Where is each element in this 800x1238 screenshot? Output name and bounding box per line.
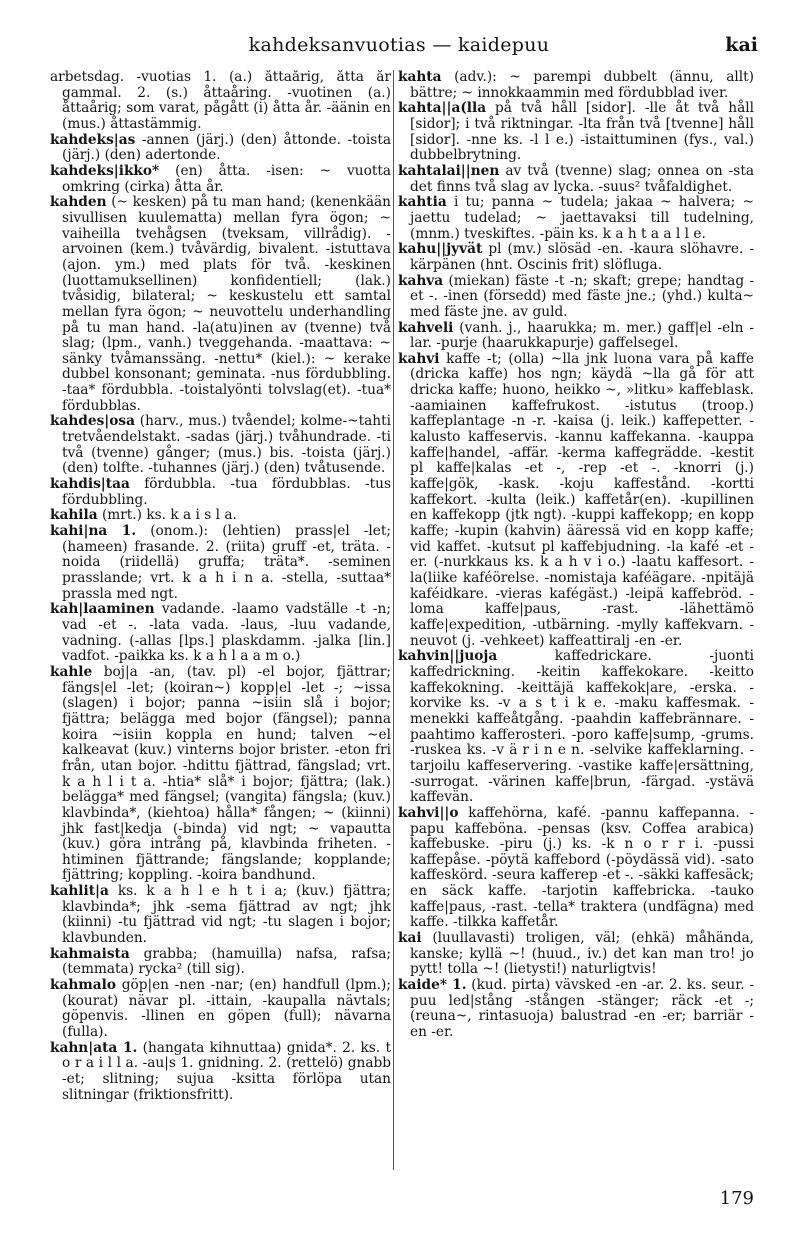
entry-definition: (hangata kihnuttaa) gnida*. 2. ks. t o r a i l l a. -au|s 1. gnidning. 2. (rettelö) gnabb -et; slitning; sujua -ksitta förlöpa utan slitningar (friktionsfritt). (62, 1039, 391, 1103)
entry-headword: kahveli (398, 319, 454, 336)
entry-headword: kahvi||o (398, 804, 459, 821)
page-header-title: kahdeksanvuotias — kaidepuu (248, 34, 550, 56)
entry-definition: boj|a -an, (tav. pl) -el bojor, fjättrar; fängs|el -let; (koiran~) kopp|el -let -; ~issa (slagen) i bojor; panna ~isiin slå i bojor; fjättra; belägga med bojor (fängsel); panna koira ~isiin koppla en hund; talven ~el kalkeavat (kuv.) vinterns bojor brister. -eton fri från, utan bojor. -hdittu fjättrad, fängslad; vrt. k a h l i t a. -htia* slå* i bojor; fjättra; (lak.) belägga* med fängsel; (vangita) fängsla; (kuv.) klavbinda*, (kiehtoa) hålla* fången; ~ (kiinni) jhk fast|kedja (-binda) vid ngt; ~ vapautta (kuv.) göra intrång på, klavbinda friheten. -htiminen fjättrande; fängslande; kopplande; fjättring; koppling. -koira bandhund. (62, 663, 391, 884)
entry-headword: kai (398, 930, 422, 947)
entry-definition: kaffehörna, kafé. -pannu kaffepanna. -papu kaffeböna. -pensas (ksv. Coffea arabica) kaffebuske. -piru (j.) ks. -k n o r r i. -pussi kaffepåse. -pöytä kaffebord (-pöydässä vid). -sato kaffeskörd. -seura kafferep -et -. -säkki kaffesäck; en säck kaffe. -tarjotin kaffebricka. -tauko kaffe|paus, -rast. -tella* traktera (undfägna) med kaffe. -tilkka kaffetår. (410, 804, 754, 931)
entry-definition: grabba; (hamuilla) nafsa, rafsa; (temmata) rycka² (till sig). (62, 945, 391, 978)
entry-definition: kaffedrickare. -juonti kaffedrickning. -keitin kaffekokare. -keitto kaffekokning. -keittäjä kaffekok|are, -erska. -korvike ks. -v a s t i k e. -maku kaffesmak. -menekki kaffeåtgång. -paahdin kaffebrännare. -paahtimo kafferosteri. -poro kaffe|sump, -grums. -ruskea ks. -v ä r i n e n. -selvike kaffeklarning. -tarjoilu kaffeservering. -vastike kaffe|ersättning, -surrogat. -värinen kaffe|brun, -färgad. -ystävä kaffevän. (410, 648, 754, 806)
entry-definition: på två håll [sidor]. -lle åt två håll [sidor]; i två riktningar. -lta från två [tvenne] håll [sidor]. -nne ks. -l l e.) -istaittuminen (fys., val.) dubbelbrytning. (410, 100, 754, 164)
entry-definition: (harv., mus.) tvåendel; kolme-~tahti tretvåendelstakt. -sadas (järj.) tvåhundrade. -ti två (tvenne) gånger; (mus.) bis. -toista (järj.) (den) tolfte. -tuhannes (järj.) (den) tvåtusende. (62, 413, 391, 477)
dictionary-entry (50, 524, 391, 602)
entry-definition: (~ kesken) på tu man hand; (kenenkään sivullisen kuulematta) mellan fyra ögon; ~ vaiheilla tvehågsen (tveksam, villrådig). -arvoinen (kem.) tvåvärdig, bivalent. -istuttava (ajon. ym.) med plats för två. -keskinen (luottamuksellinen) konfidentiell; (lak.) tvåsidig, bilateral; ~ keskustelu ett samtal mellan fyra ögon; ~ neuvottelu underhandling på tu man hand. -la(atu)inen av (tvenne) två slag; (lpm., vanh.) tveggehanda. -maattava: ~ sänky tvåmanssäng. -nettu* (kiel.): ~ kerake dubbel konsonant; geminata. -nus fördubbling. -taa* fördubbla. -toistalyönti tolvslag(et). -tua* fördubblas. (62, 194, 391, 414)
entry-definition: (onom.): (lehtien) prass|el -let; (hameen) frasande. 2. (riita) gruff -et, träta. -noida (riidellä) gruffa; träta*. -seminen prasslande; vrt. k a h i n a. -stella, -suttaa* prassla med ngt. (62, 523, 391, 602)
entry-headword: kahle (50, 663, 93, 680)
entry-headword: kahta||a(lla (398, 100, 487, 117)
page-guide-word: kai (725, 34, 758, 56)
dictionary-entry (398, 806, 754, 931)
entry-definition: -annen (järj.) (den) åttonde. -toista (järj.) (den) adertonde. (62, 131, 391, 164)
entry-headword: kahi|na 1. (50, 523, 137, 540)
entry-headword: kahden (50, 194, 107, 211)
entry-headword: kahvin||juoja (398, 648, 498, 665)
entry-definition: i tu; panna ~ tudela; jakaa ~ halvera; ~ jaettu tudelad; ~ jaettavaksi till tudelning, (mnm.) tveskiftes. -päin ks. k a h t a a l l e. (410, 194, 754, 242)
dictionary-entry (398, 352, 754, 649)
dictionary-entry (50, 508, 391, 524)
entry-definition: ks. k a h l e h t i a; (kuv.) fjättra; klavbinda*; jhk -sema fjättrad av ngt; jhk (kiinni) -tu fjättrad vid ngt; -tu slagen i bojor; klavbunden. (62, 883, 391, 947)
dictionary-entry (50, 414, 391, 477)
entry-headword: kahtalai||nen (398, 162, 500, 179)
dictionary-entry (50, 1041, 391, 1104)
entry-headword: kahmaista (50, 945, 130, 962)
dictionary-entry (50, 884, 391, 947)
dictionary-entry (398, 195, 754, 242)
entry-headword: kahva (398, 272, 444, 289)
entry-definition: göp|en -nen -nar; (en) handfull (lpm.); (kourat) nävar pl. -ittain, -kaupalla nävtals; göpenvis. -llinen en göpen (full); nävarna (fulla). (62, 977, 391, 1041)
dictionary-entry (398, 101, 754, 164)
entry-definition: av två (tvenne) slag; onnea on -sta det finns två slag av lycka. -suus² tvåfaldighet. (410, 162, 754, 195)
left-column (50, 70, 391, 1170)
dictionary-entry (50, 477, 391, 508)
entry-definition: (luullavasti) troligen, väl; (ehkä) måhända, kanske; kyllä ~! (huud., iv.) det kan man tro! jo pytt! tolla ~! (lietysti!) naturligtvis! (410, 930, 754, 978)
entry-definition: (adv.): ~ parempi dubbelt (ännu, allt) bättre; ~ innokkaammin med fördubblad iver. (410, 70, 754, 101)
dictionary-entry (398, 321, 754, 352)
entry-definition: vadande. -laamo vadställe -t -n; vad -et -. -lata vada. -laus, -luu vadande, vadning. (-allas [lps.] plaskdamm. -jalka [lin.] vadfot. -paikka ks. k a h l a a m o.) (62, 601, 391, 665)
dictionary-entry (398, 931, 754, 978)
dictionary-entry (50, 978, 391, 1041)
dictionary-entry (50, 947, 391, 978)
entry-definition: (miekan) fäste -t -n; skaft; grepe; handtag -et -. -inen (försedd) med fäste jne.; (yhd.) kulta~ med fäste jne. av guld. (410, 272, 754, 320)
dictionary-entry (398, 649, 754, 806)
dictionary-entry (398, 978, 754, 1041)
dictionary-entry (50, 164, 391, 195)
entry-headword: kahdeks|ikko* (50, 162, 160, 179)
page-number: 179 (719, 1188, 754, 1209)
dictionary-entry (398, 70, 754, 101)
entry-definition: (en) åtta. -isen: ~ vuotta omkring (cirka) åtta år. (62, 162, 391, 195)
page-header (40, 34, 758, 62)
entry-headword: kah|laaminen (50, 601, 155, 618)
entry-headword: kahdis|taa (50, 476, 130, 493)
entry-headword: kahtia (398, 194, 447, 211)
entry-headword: kahila (50, 507, 98, 524)
entry-definition: pl (mv.) slösäd -en. -kaura slöhavre. -kärpänen (hnt. Oscinis frit) slöfluga. (410, 241, 754, 273)
entry-headword: kahn|ata 1. (50, 1039, 138, 1056)
dictionary-entry (398, 242, 754, 273)
entry-definition: (mrt.) ks. k a i s l a. (101, 507, 237, 524)
dictionary-entry (50, 665, 391, 884)
column-divider (393, 70, 394, 1170)
entry-headword: kaide* 1. (398, 977, 467, 994)
dictionary-entry (398, 274, 754, 321)
entry-headword: kahlit|a (50, 883, 109, 900)
dictionary-entry (50, 602, 391, 665)
dictionary-entry (398, 164, 754, 195)
entry-headword: kahmalo (50, 977, 116, 994)
entry-definition: kaffe -t; (olla) ~lla jnk luona vara på kaffe (dricka kaffe) hos ngn; käydä ~lla gå för att dricka kaffe; huono, heikko ~, »litku» kaffeblask. -aamiainen kaffefrukost. -istutus (troop.) kaffeplantage -n -r. -kaisa (j. leik.) kaffepetter. -kalusto kaffeservis. -kannu kaffekanna. -kauppa kaffe|handel, -affär. -kerma kaffegrädde. -kestit pl kaffe|kalas -et -, -rep -et -. -knorri (j.) kaffe|gök, -kask. -koju kaffestånd. -kortti kaffekort. -kulta (leik.) kaffetår(en). -kupillinen en kaffekopp (jtk ngt). -kuppi kaffekopp; en kopp kaffe; -kupin (kahvin) ääressä vid en kopp kaffe; vid kaffet. -kutsut pl kaffebjudning. -la kafé -et -er. (-nurkkaus ks. k a h v i o.) -laatu kaffesort. -la(liike kaféörelse. -nomistaja kaféägare. -npitäjä kaféidkare. -vieras kafégäst.) -leipä kaffebröd. -loma kaffe|paus, -rast. -lähettämö kaffe|expedition, -utbärning. -mylly kaffekvarn. -neuvot (j. -vehkeet) kaffeattiralj -en -er. (410, 350, 754, 649)
entry-definition: fördubbla. -tua fördubblas. -tus fördubbling. (62, 476, 391, 508)
right-column (398, 70, 754, 1170)
entry-headword: kahta (398, 70, 442, 85)
entry-headword: kahdes|osa (50, 413, 135, 430)
dictionary-entry (50, 133, 391, 164)
entry-headword: kahdeks|as (50, 131, 136, 148)
dictionary-entry (50, 70, 391, 133)
entry-headword: kahu||jyvät (398, 241, 483, 258)
entry-headword: kahvi (398, 350, 440, 367)
entry-definition: (kud. pirta) vävsked -en -ar. 2. ks. seur. -puu led|stång -stången -stänger; räck -et -; (reuna~, rintasuoja) balustrad -en -er; barriär -en -er. (410, 977, 754, 1041)
entry-definition: (vanh. j., haarukka; m. mer.) gaff|el -eln -lar. -purje (haarukkapurje) gaffelsegel. (410, 319, 754, 352)
entry-definition: arbetsdag. -vuotias 1. (a.) åttaårig, åtta år gammal. 2. (s.) åttaåring. -vuotinen (a.) åttaårig; som varat, pågått (i) åtta år. -äänin en (mus.) åttastämmig. (50, 70, 391, 132)
dictionary-entry (50, 195, 391, 414)
